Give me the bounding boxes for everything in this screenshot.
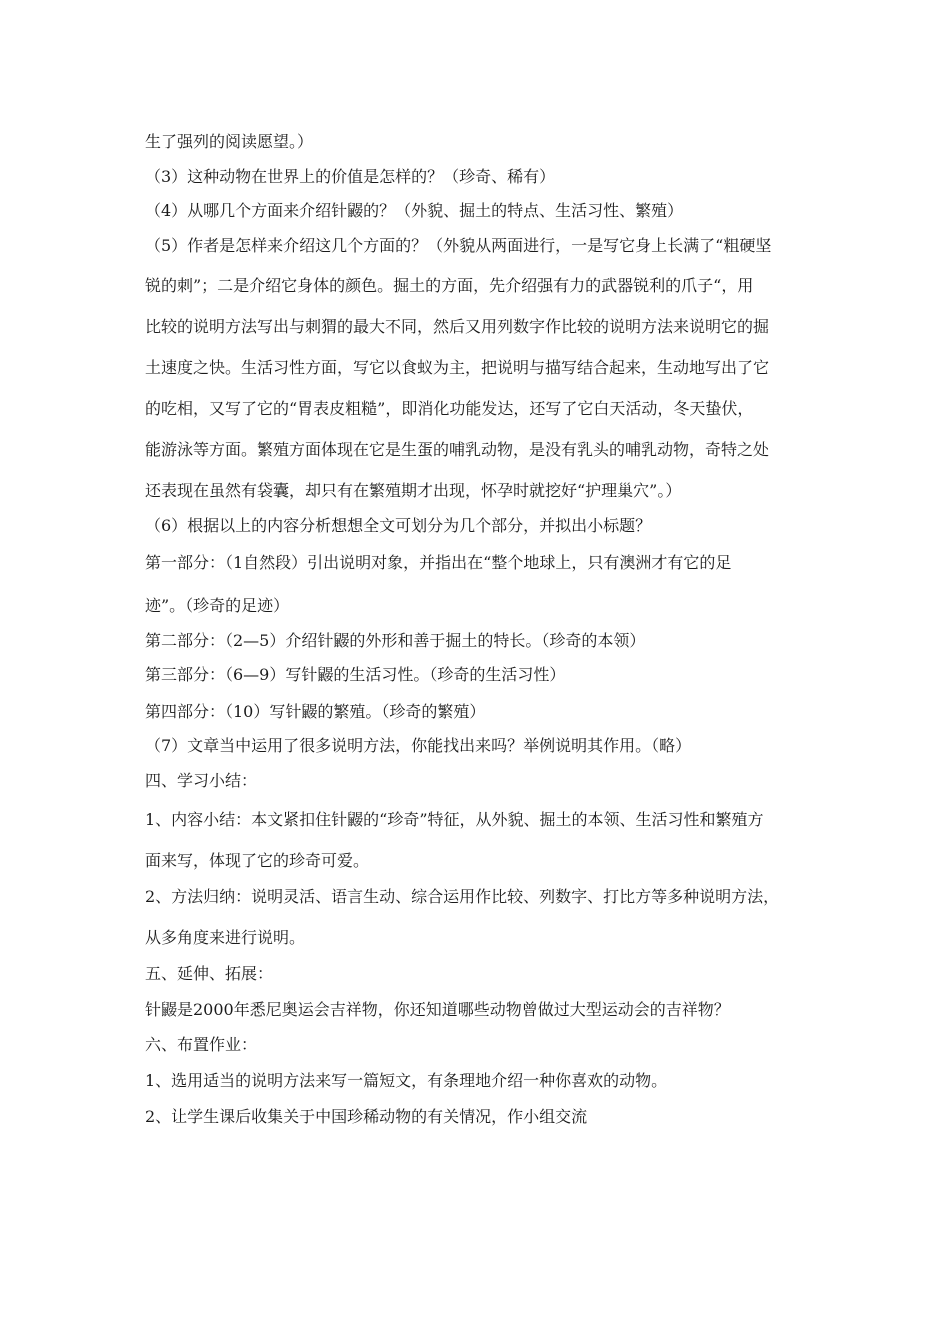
text-line: 2、让学生课后收集关于中国珍稀动物的有关情况，作小组交流 (145, 1107, 588, 1126)
text-line: 1、内容小结：本文紧扣住针鼹的“珍奇”特征，从外貌、掘土的本领、生活习性和繁殖方 (145, 810, 764, 829)
text-line: 比较的说明方法写出与刺猬的最大不同，然后又用列数字作比较的说明方法来说明它的掘 (145, 317, 770, 336)
text-line: （7）文章当中运用了很多说明方法，你能找出来吗？举例说明其作用。（略） (145, 736, 692, 755)
text-line: 2、方法归纳：说明灵活、语言生动、综合运用作比较、列数字、打比方等多种说明方法， (145, 887, 780, 906)
text-line: 第一部分：（1自然段）引出说明对象，并指出在“整个地球上，只有澳洲才有它的足 (145, 553, 732, 572)
text-line: （6）根据以上的内容分析想想全文可划分为几个部分，并拟出小标题？ (145, 516, 652, 535)
text-line: （4）从哪几个方面来介绍针鼹的？（外貌、掘土的特点、生活习性、繁殖） (145, 201, 684, 220)
text-line: 还表现在虽然有袋囊，却只有在繁殖期才出现，怀孕时就挖好“护理巢穴”。） (145, 481, 682, 500)
text-line: 的吃相，又写了它的“胃表皮粗糙”，即消化功能发达，还写了它白天活动，冬天蛰伏， (145, 399, 754, 418)
text-line: 能游泳等方面。繁殖方面体现在它是生蛋的哺乳动物，是没有乳头的哺乳动物，奇特之处 (145, 440, 770, 459)
text-line: 锐的刺”；二是介绍它身体的颜色。掘土的方面，先介绍强有力的武器锐利的爪子“，用 (145, 276, 754, 295)
text-line: 1、选用适当的说明方法来写一篇短文，有条理地介绍一种你喜欢的动物。 (145, 1071, 668, 1090)
text-line: 迹”。（珍奇的足迹） (145, 596, 290, 615)
text-line: 生了强列的阅读愿望。） (145, 132, 314, 151)
text-line: 针鼹是2000年悉尼奥运会吉祥物，你还知道哪些动物曾做过大型运动会的吉祥物？ (145, 1000, 730, 1019)
section-heading: 四、学习小结： (145, 771, 258, 790)
text-line: 第二部分：（2—5）介绍针鼹的外形和善于掘土的特长。（珍奇的本领） (145, 631, 646, 650)
section-heading: 五、延伸、拓展： (145, 964, 274, 983)
text-line: （5）作者是怎样来介绍这几个方面的？（外貌从两面进行，一是写它身上长满了“粗硬坚 (145, 236, 772, 255)
text-line: 第三部分：（6—9）写针鼹的生活习性。（珍奇的生活习性） (145, 665, 566, 684)
section-heading: 六、布置作业： (145, 1035, 258, 1054)
text-line: 从多角度来进行说明。 (145, 928, 306, 947)
text-line: 面来写，体现了它的珍奇可爱。 (145, 851, 370, 870)
text-line: （3）这种动物在世界上的价值是怎样的？（珍奇、稀有） (145, 167, 556, 186)
text-line: 第四部分：（10）写针鼹的繁殖。（珍奇的繁殖） (145, 702, 486, 721)
text-line: 土速度之快。生活习性方面，写它以食蚁为主，把说明与描写结合起来，生动地写出了它 (145, 358, 770, 377)
